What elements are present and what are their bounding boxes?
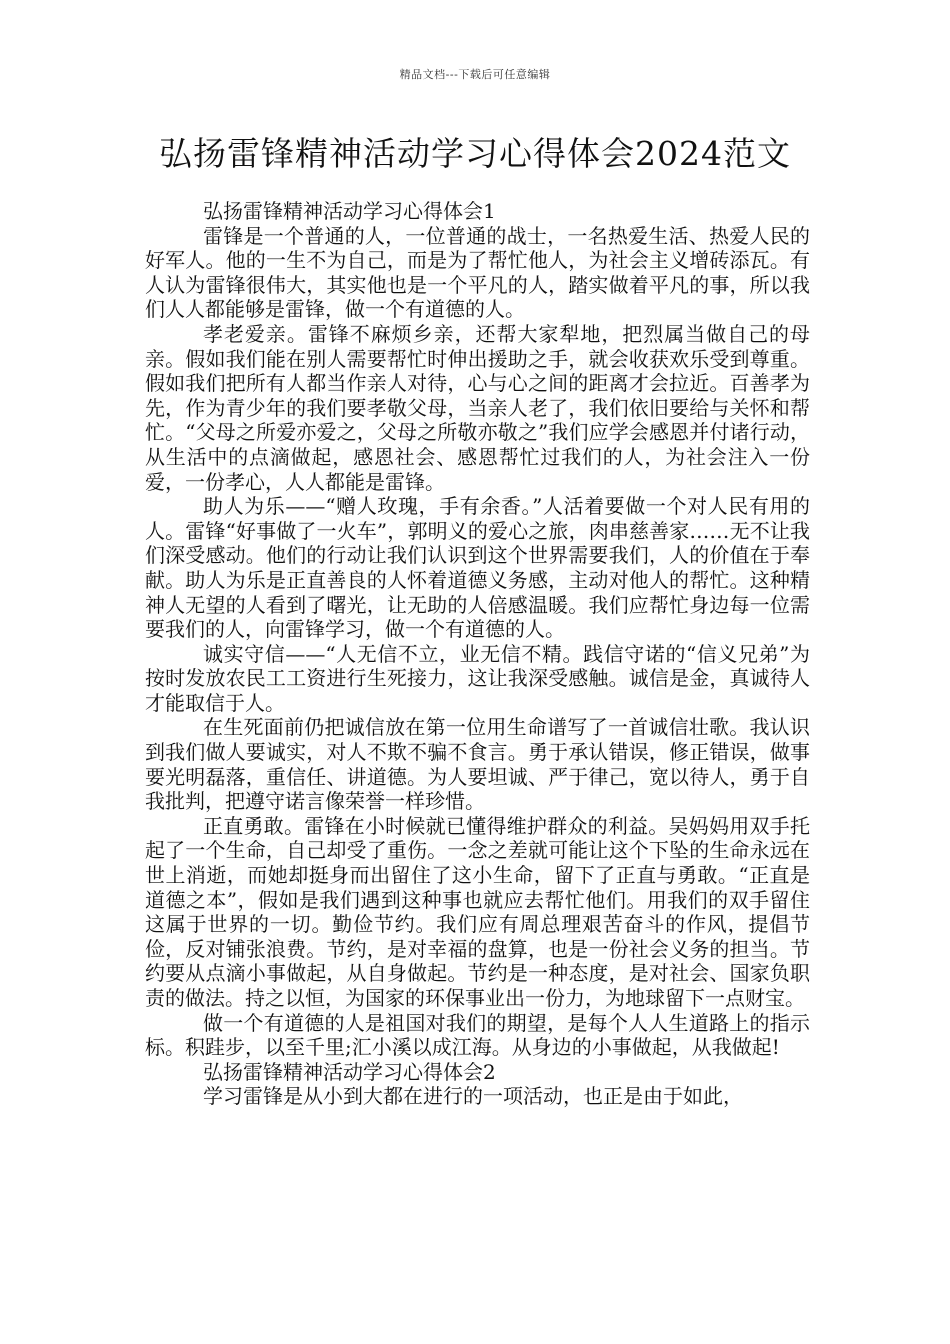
paragraph: 正直勇敢。雷锋在小时候就已懂得维护群众的利益。吴妈妈用双手托起了一个生命，自己却受了重伤。一念之差就可能让这个下坠的生命永远在世上消逝，而她却挺身而出留住了这小生命，留下了正直与勇敢。“正直是道德之本”，假如是我们遇到这种事也就应去帮忙他们。用我们的双手留住这属于世界的一切。勤俭节约。我们应有周总理艰苦奋斗的作风，提倡节俭，反对铺张浪费。节约，是对幸福的盘算，也是一份社会义务的担当。节约要从点滴小事做起，从自身做起。节约是一种态度，是对社会、国家负职责的做法。持之以恒，为国家的环保事业出一份力，为地球留下一点财宝。 bbox=[145, 813, 810, 1010]
section-heading-2: 弘扬雷锋精神活动学习心得体会2 bbox=[203, 1059, 496, 1084]
paragraph: 孝老爱亲。雷锋不麻烦乡亲，还帮大家犁地，把烈属当做自己的母亲。假如我们能在别人需要帮忙时伸出援助之手，就会收获欢乐受到尊重。假如我们把所有人都当作亲人对待，心与心之间的距离才会拉近。百善孝为先，作为青少年的我们要孝敬父母，当亲人老了，我们依旧要给与关怀和帮忙。“父母之所爱亦爱之，父母之所敬亦敬之”我们应学会感恩并付诸行动，从生活中的点滴做起，感恩社会、感恩帮忙过我们的人，为社会注入一份爱，一份孝心，人人都能是雷锋。 bbox=[145, 321, 810, 494]
document-title: 弘扬雷锋精神活动学习心得体会2024范文 bbox=[159, 134, 791, 173]
document-body bbox=[145, 199, 810, 1109]
paragraph: 诚实守信——“人无信不立，业无信不精。践信守诺的“信义兄弟”为按时发放农民工工资进行生死接力，这让我深受感触。诚信是金，真诚待人才能取信于人。 bbox=[145, 641, 810, 715]
paragraph: 助人为乐——“赠人玫瑰，手有余香。”人活着要做一个对人民有用的人。雷锋“好事做了一火车”，郭明义的爱心之旅，肉串慈善家……无不让我们深受感动。他们的行动让我们认识到这个世界需要我们，人的价值在于奉献。助人为乐是正直善良的人怀着道德义务感，主动对他人的帮忙。这种精神人无望的人看到了曙光，让无助的人倍感温暖。我们应帮忙身边每一位需要我们的人，向雷锋学习，做一个有道德的人。 bbox=[145, 494, 810, 642]
paragraph: 在生死面前仍把诚信放在第一位用生命谱写了一首诚信壮歌。我认识到我们做人要诚实，对人不欺不骗不食言。勇于承认错误，修正错误，做事要光明磊落，重信任、讲道德。为人要坦诚、严于律己，宽以待人，勇于自我批判，把遵守诺言像荣誉一样珍惜。 bbox=[145, 715, 810, 814]
section-heading-1: 弘扬雷锋精神活动学习心得体会1 bbox=[203, 199, 496, 223]
header-note: 精品文档---下载后可任意编辑 bbox=[399, 68, 551, 81]
paragraph: 学习雷锋是从小到大都在进行的一项活动，也正是由于如此， bbox=[203, 1084, 743, 1109]
paragraph: 雷锋是一个普通的人，一位普通的战士，一名热爱生活、热爱人民的好军人。他的一生不为自己，而是为了帮忙他人，为社会主义增砖添瓦。有人认为雷锋很伟大，其实他也是一个平凡的人，踏实做着平凡的事，所以我们人人都能够是雷锋，做一个有道德的人。 bbox=[145, 223, 810, 322]
paragraph: 做一个有道德的人是祖国对我们的期望，是每个人人生道路上的指示标。积跬步，以至千里;汇小溪以成江海。从身边的小事做起，从我做起! bbox=[145, 1010, 810, 1060]
